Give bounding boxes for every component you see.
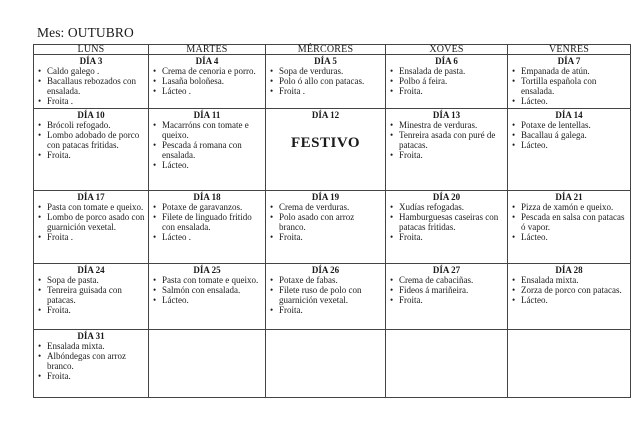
day-cell — [149, 55, 266, 109]
day-label: DÍA 24 — [77, 264, 105, 275]
dish-item: • Froita. — [269, 305, 382, 315]
dish-item: • Salmón con ensalada. — [152, 285, 262, 295]
dish-item: • Brócoli refogado. — [37, 120, 145, 130]
dish-item: • Lombo adobado de porco con patacas fritidas. — [37, 130, 145, 150]
weekday-header: VENRES — [508, 45, 631, 55]
weekday-header: XOVES — [386, 45, 508, 55]
dish-item: • Tortilla española con ensalada. — [511, 76, 627, 96]
day-cell — [266, 263, 386, 329]
dish-list — [389, 120, 504, 160]
dish-list — [37, 120, 145, 160]
day-label: DÍA 18 — [193, 192, 221, 203]
day-cell — [149, 108, 266, 191]
dish-list — [269, 66, 382, 96]
day-label: DÍA 21 — [555, 192, 583, 203]
week-row — [34, 191, 631, 263]
dish-list — [511, 275, 627, 305]
dish-list — [37, 202, 145, 242]
dish-item: • Froita . — [37, 96, 145, 106]
dish-item: • Fideos á mariñeira. — [389, 285, 504, 295]
day-cell — [34, 329, 149, 397]
dish-item: • Macarróns con tomate e queixo. — [152, 120, 262, 140]
dish-list — [152, 202, 262, 242]
dish-item: • Hamburguesas caseiras con patacas fritidas. — [389, 212, 504, 232]
day-cell — [34, 55, 149, 109]
dish-list — [511, 202, 627, 242]
day-cell — [34, 108, 149, 191]
day-label: DÍA 19 — [311, 192, 340, 203]
day-cell — [508, 108, 631, 191]
dish-item: • Sopa de pasta. — [37, 275, 145, 285]
day-label: DÍA 13 — [432, 109, 461, 120]
day-label: DÍA 26 — [311, 264, 340, 275]
dish-item: • Potaxe de fabas. — [269, 275, 382, 285]
day-cell — [266, 329, 386, 397]
dish-item: • Tenreira guisada con patacas. — [37, 285, 145, 305]
day-cell — [266, 191, 386, 263]
dish-item: • Froita. — [37, 371, 145, 381]
dish-item: • Froita. — [389, 86, 504, 96]
day-cell — [386, 108, 508, 191]
monthly-menu-table — [33, 44, 631, 398]
dish-item: • Crema de cabaciñas. — [389, 275, 504, 285]
dish-item: • Polo asado con arroz branco. — [269, 212, 382, 232]
dish-item: • Pescada á romana con ensalada. — [152, 140, 262, 160]
dish-item: • Xudías refogadas. — [389, 202, 504, 212]
week-row — [34, 263, 631, 329]
dish-item: • Crema de cenoria e porro. — [152, 66, 262, 76]
day-cell — [508, 329, 631, 397]
dish-item: • Caldo galego . — [37, 66, 145, 76]
day-cell — [386, 263, 508, 329]
dish-item: • Lasaña boloñesa. — [152, 76, 262, 86]
day-cell — [34, 191, 149, 263]
day-label: DÍA 28 — [555, 264, 583, 275]
dish-list — [269, 202, 382, 242]
day-label: DÍA 6 — [435, 56, 458, 66]
day-label: DÍA 17 — [77, 192, 105, 203]
dish-list — [37, 275, 145, 315]
dish-item: • Lácteo. — [152, 295, 262, 305]
dish-item: • Froita. — [389, 150, 504, 160]
dish-item: • Lácteo. — [511, 232, 627, 242]
week-row — [34, 329, 631, 397]
day-cell — [34, 263, 149, 329]
day-label: DÍA 7 — [557, 56, 581, 66]
day-cell — [149, 191, 266, 263]
weekday-header: LUNS — [34, 45, 149, 55]
day-cell — [386, 55, 508, 109]
dish-list — [269, 275, 382, 315]
dish-list — [152, 66, 262, 96]
dish-item: • Lácteo. — [511, 96, 627, 106]
day-label: DÍA 5 — [314, 56, 337, 66]
dish-item: • Froita. — [37, 150, 145, 160]
dish-item: • Polbo á feira. — [389, 76, 504, 86]
dish-item: • Pasta con tomate e queixo. — [37, 202, 145, 212]
day-cell — [149, 263, 266, 329]
dish-item: • Froita. — [389, 295, 504, 305]
dish-item: • Lácteo. — [511, 140, 627, 150]
day-cell — [508, 55, 631, 109]
dish-item: • Zorza de porco con patacas. — [511, 285, 627, 295]
weekday-header: MÉRCORES — [266, 45, 386, 55]
dish-item: • Pasta con tomate e queixo. — [152, 275, 262, 285]
dish-list — [152, 275, 262, 305]
dish-list — [389, 275, 504, 305]
day-label: DÍA 12 — [311, 109, 340, 120]
day-label: DÍA 25 — [193, 264, 221, 275]
day-label: DÍA 11 — [193, 109, 221, 120]
dish-list — [37, 66, 145, 106]
day-cell — [508, 263, 631, 329]
dish-item: • Ensalada mixta. — [511, 275, 627, 285]
day-label: DÍA 3 — [79, 56, 103, 66]
dish-item: • Froita . — [37, 232, 145, 242]
dish-item: • Empanada de atún. — [511, 66, 627, 76]
week-row — [34, 55, 631, 109]
dish-item: • Polo ó allo con patacas. — [269, 76, 382, 86]
dish-list — [389, 202, 504, 242]
day-label: DÍA 31 — [77, 330, 105, 341]
dish-list — [511, 120, 627, 150]
dish-item: • Bacallau á galega. — [511, 130, 627, 140]
dish-item: • Lácteo . — [152, 86, 262, 96]
day-label: DÍA 20 — [432, 192, 461, 203]
day-cell — [386, 191, 508, 263]
dish-list — [37, 341, 145, 381]
day-cell — [149, 329, 266, 397]
day-cell — [266, 108, 386, 191]
day-cell — [266, 55, 386, 109]
day-label: DÍA 4 — [195, 56, 219, 66]
dish-item: • Lácteo. — [511, 295, 627, 305]
day-label: DÍA 27 — [432, 264, 461, 275]
dish-item: • Tenreira asada con puré de patacas. — [389, 130, 504, 150]
dish-item: • Froita . — [269, 86, 382, 96]
day-label: DÍA 14 — [555, 109, 583, 120]
dish-list — [389, 66, 504, 96]
page-title: Mes: OUTUBRO — [37, 25, 134, 40]
dish-list — [511, 66, 627, 106]
dish-item: • Bacallaus rebozados con ensalada. — [37, 76, 145, 96]
dish-item: • Minestra de verduras. — [389, 120, 504, 130]
dish-item: • Pescada en salsa con patacas ó vapor. — [511, 212, 627, 232]
weekday-header-row — [34, 45, 631, 55]
dish-item: • Lácteo. — [152, 160, 262, 170]
dish-item: • Potaxe de lentellas. — [511, 120, 627, 130]
dish-item: • Crema de verduras. — [269, 202, 382, 212]
dish-item: • Albóndegas con arroz branco. — [37, 351, 145, 371]
dish-item: • Froita. — [269, 232, 382, 242]
holiday-label: FESTIVO — [290, 134, 361, 151]
dish-item: • Sopa de verduras. — [269, 66, 382, 76]
dish-item: • Ensalada mixta. — [37, 341, 145, 351]
dish-item: • Froita. — [389, 232, 504, 242]
dish-item: • Lácteo . — [152, 232, 262, 242]
dish-item: • Potaxe de garavanzos. — [152, 202, 262, 212]
dish-item: • Ensalada de pasta. — [389, 66, 504, 76]
day-cell — [508, 191, 631, 263]
dish-item: • Froita. — [37, 305, 145, 315]
dish-item: • Lombo de porco asado con guarnición vexetal. — [37, 212, 145, 232]
dish-list — [152, 120, 262, 170]
dish-item: • Pizza de xamón e queixo. — [511, 202, 627, 212]
day-cell — [386, 329, 508, 397]
weekday-header: MARTES — [149, 45, 266, 55]
week-row — [34, 108, 631, 191]
dish-item: • Filete de linguado fritido con ensalada. — [152, 212, 262, 232]
dish-item: • Filete ruso de polo con guarnición vexetal. — [269, 285, 382, 305]
day-label: DÍA 10 — [77, 109, 105, 120]
